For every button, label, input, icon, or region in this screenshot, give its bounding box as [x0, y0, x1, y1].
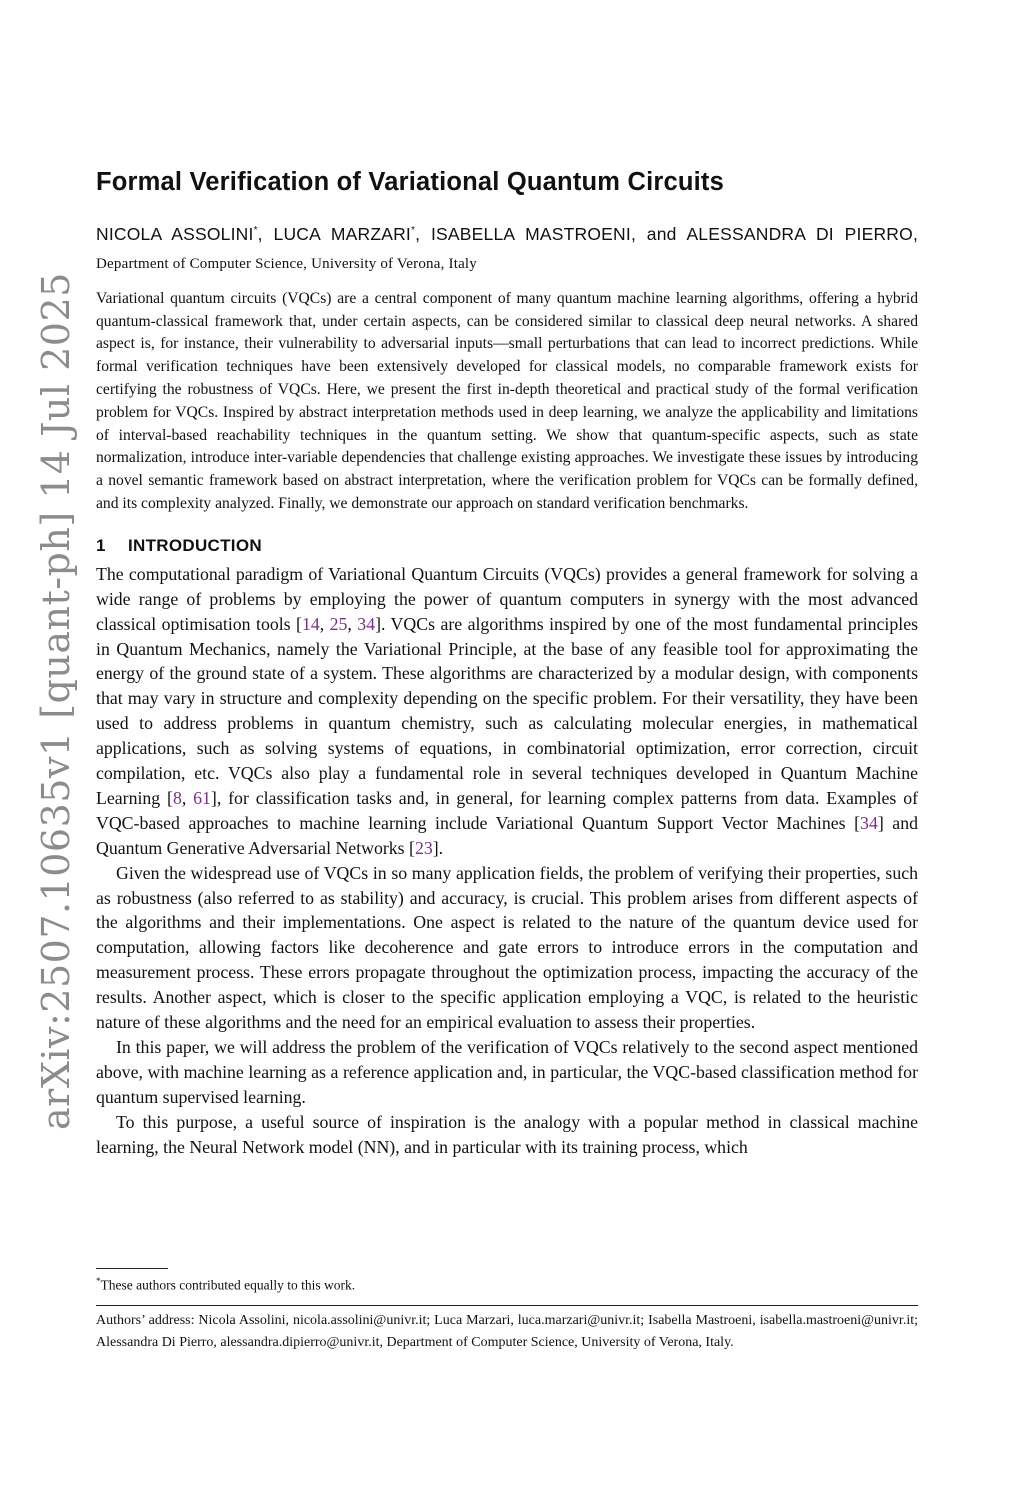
- footnote-divider: [96, 1268, 168, 1269]
- citation-link[interactable]: 8: [172, 787, 182, 808]
- section-heading: [96, 536, 918, 556]
- author-name: NICOLA ASSOLINI: [96, 223, 254, 244]
- text-run: ]. VQCs are algorithms inspired by one of the most fundamental principles in Quantum Mechanics, namely the Variational Principle, at the base of any feasible tool for approximating the energy of the ground state of a system. These algorithms are characterized by a modular design, with components that may vary in structure and complexity depending on the specific problem. For their versatility, they have been used to address problems in quantum chemistry, such as calculating molecular energies, in mathematical applications, such as solving systems of equations, in combinatorial optimization, error correction, circuit compilation, etc. VQCs also play a fundamental role in several techniques developed in Quantum Machine Learning [: [96, 613, 919, 808]
- equal-contribution-mark: *: [253, 225, 258, 236]
- paragraph: Given the widespread use of VQCs in so many application fields, the problem of verifying their properties, such as robustness (also referred to as stability) and accuracy, is crucial. This problem arises from different aspects of the algorithms and their implementations. One aspect is related to the nature of the quantum device used for computation, allowing factors like decoherence and gate errors to introduce errors in the computation and measurement process. These errors propagate throughout the optimization process, impacting the accuracy of the results. Another aspect, which is closer to the specific application employing a VQC, is related to the heuristic nature of these algorithms and the need for an empirical evaluation to assess their properties.: [96, 862, 918, 1033]
- section-title: INTRODUCTION: [128, 535, 262, 555]
- introduction-body: [96, 562, 918, 1160]
- section-number: 1: [96, 535, 106, 555]
- equal-contribution-mark: *: [411, 225, 416, 236]
- paper-first-page: [96, 168, 918, 1160]
- text-run: ,: [181, 787, 194, 808]
- text-run: ] and Quantum Generative Adversarial Networks [: [96, 812, 918, 858]
- text-run: ], for classification tasks and, in general, for learning complex patterns from data. Examples of VQC-based approaches to machine learning include Variational Quantum Support Vector Machines [: [96, 787, 919, 833]
- paragraph: To this purpose, a useful source of inspiration is the analogy with a popular method in classical machine learning, the Neural Network model (NN), and in particular with its training process, which: [96, 1111, 918, 1157]
- footnote-text: These authors contributed equally to this work.: [100, 1277, 356, 1293]
- abstract: Variational quantum circuits (VQCs) are a central component of many quantum machine learning algorithms, offering a hybrid quantum-classical framework that, under certain aspects, can be considered similar to classical deep neural networks. A shared aspect is, for instance, their vulnerability to adversarial inputs—small perturbations that can lead to incorrect predictions. While formal verification techniques have been extensively developed for classical models, no comparable framework exists for certifying the robustness of VQCs. Here, we present the first in-depth theoretical and practical study of the formal verification problem for VQCs. Inspired by abstract interpretation methods used in deep learning, we analyze the applicability and limitations of interval-based reachability techniques in the quantum setting. We show that quantum-specific aspects, such as state normalization, introduce inter-variable dependencies that challenge existing approaches. We investigate these issues by introducing a novel semantic framework based on abstract interpretation, where the verification problem for VQCs can be formally defined, and its complexity analyzed. Finally, we demonstrate our approach on standard verification benchmarks.: [96, 289, 918, 512]
- address-divider: [96, 1305, 918, 1306]
- author-list: [96, 217, 918, 278]
- text-run: ].: [432, 837, 444, 858]
- separator: ,: [257, 223, 274, 244]
- citation-link[interactable]: 23: [414, 837, 433, 858]
- footnote-mark: *: [96, 1276, 101, 1286]
- separator: ,: [912, 223, 919, 244]
- arxiv-identifier-stamp: arXiv:2507.10635v1 [quant-ph] 14 Jul 2025: [34, 272, 78, 1130]
- paper-title: Formal Verification of Variational Quantum Circuits: [96, 168, 724, 196]
- text-run: ,: [347, 613, 358, 634]
- author-name: ISABELLA MASTROENI: [430, 223, 631, 244]
- author-name: LUCA MARZARI: [273, 223, 411, 244]
- separator: ,: [415, 223, 431, 244]
- author-name: ALESSANDRA DI PIERRO: [686, 223, 913, 244]
- citation-link[interactable]: 34: [860, 812, 878, 833]
- author-affiliation: Department of Computer Science, University of Verona, Italy: [96, 255, 477, 272]
- citation-link[interactable]: 34: [357, 613, 376, 634]
- paragraph: In this paper, we will address the problem of the verification of VQCs relatively to the second aspect mentioned above, with machine learning as a reference application and, in particular, the VQC-based classification method for quantum supervised learning.: [96, 1037, 918, 1107]
- paragraph: [96, 562, 918, 861]
- separator: , and: [630, 223, 687, 244]
- citation-link[interactable]: 14: [301, 613, 320, 634]
- text-run: The computational paradigm of Variational Quantum Circuits (VQCs) provides a general framework for solving a wide range of problems by employing the power of quantum computers in synergy with the most advanced classical optimisation tools [: [96, 563, 918, 634]
- citation-link[interactable]: 25: [329, 613, 348, 634]
- citation-link[interactable]: 61: [193, 787, 211, 808]
- text-run: ,: [319, 613, 330, 634]
- footnote: [96, 1276, 918, 1294]
- authors-address: Authors’ address: Nicola Assolini, nicola.assolini@univr.it; Luca Marzari, luca.marzari@univr.it; Isabella Mastroeni, isabella.mastroeni@univr.it; Alessandra Di Pierro, alessandra.dipierro@univr.it, Department of Computer Science, University of Verona, Italy.: [96, 1313, 918, 1350]
